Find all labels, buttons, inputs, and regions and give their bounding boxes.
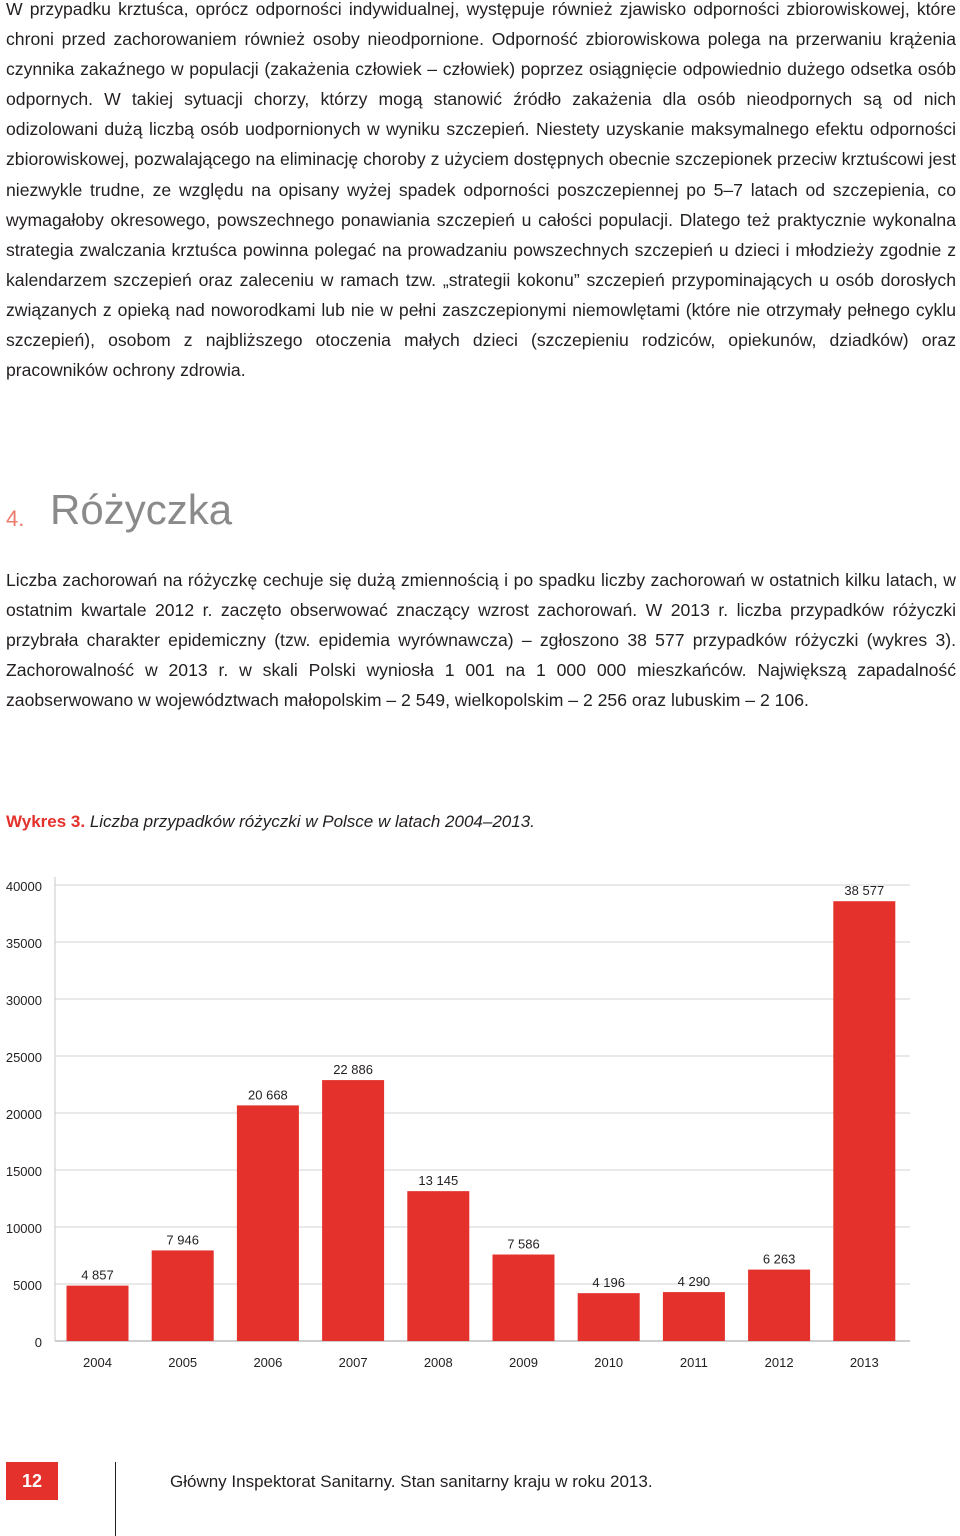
chart-caption-text: Liczba przypadków różyczki w Polsce w latach 2004–2013. (89, 812, 535, 831)
y-tick-label: 25000 (5, 1050, 42, 1065)
bar-2011 (663, 1292, 725, 1341)
y-tick-label: 10000 (5, 1221, 42, 1236)
data-label: 38 577 (844, 883, 885, 899)
bar-2005 (152, 1250, 214, 1341)
data-label: 22 886 (333, 1062, 373, 1078)
y-tick-label: 30000 (5, 993, 42, 1008)
footer-publication-title: Główny Inspektorat Sanitarny. Stan sanitarny kraju w roku 2013. (170, 1472, 653, 1491)
y-tick-label: 40000 (5, 879, 42, 894)
y-tick-label: 15000 (5, 1164, 42, 1179)
y-tick-label: 0 (34, 1335, 42, 1350)
x-tick-label: 2010 (594, 1355, 624, 1370)
x-tick-label: 2004 (83, 1355, 112, 1370)
bar-2006 (237, 1105, 299, 1341)
x-tick-label: 2005 (168, 1355, 198, 1370)
data-label: 4 196 (592, 1275, 625, 1291)
data-label: 13 145 (418, 1173, 459, 1189)
data-label: 6 263 (762, 1251, 796, 1267)
bar-2012 (748, 1270, 810, 1341)
y-tick-label: 20000 (5, 1107, 42, 1122)
bar-2010 (578, 1293, 640, 1341)
data-label: 4 290 (677, 1274, 711, 1290)
bar-2008 (407, 1191, 469, 1341)
body-paragraph-herd-immunity: W przypadku krztuśca, oprócz odporności indywidualnej, występuje również zjawisko odporności zbiorowiskowej, które chroni przed zachorowaniem również osoby nieodpornione. Odporność zbiorowiskowa polega na przerwaniu krążenia czynnika zakaźnego w populacji (zakażenia człowiek – człowiek) poprzez osiągnięcie odpowiednio dużego odsetka osób odpornych. W takiej sytuacji chorzy, którzy mogą stanowić źródło zakażenia dla osób nieodpornych są od nich odizolowani dużą liczbą osób uodpornionych w wyniku szczepień. Niestety uzyskanie maksymalnego efektu odporności zbiorowiskowej, pozwalającego na eliminację choroby z użyciem dostępnych obecnie szczepionek przeciw krztuścowi jest niezwykle trudne, ze względu na opisany wyżej spadek odporności poszczepiennej po 5–7 latach od szczepienia, co wymagałoby okresowego, powszechnego ponawiania szczepień u całości populacji. Dlatego też praktycznie wykonalna strategia zwalczania krztuśca powinna polegać na prowadzaniu powszechnych szczepień u dzieci i młodzieży zgodnie z kalendarzem szczepień oraz zaleceniu w ramach tzw. „strategii kokonu” szczepień przypominających u osób dorosłych związanych z opieką nad noworodkami lub nie w pełni zaszczepionymi niemowlętami (które nie otrzymały pełnego cyklu szczepień), osobom z najbliższego otoczenia małych dzieci (szczepieniu rodziców, opiekunów, dziadków) oraz pracowników ochrony zdrowia. (6, 0, 956, 381)
chart-caption (6, 812, 535, 832)
chart-caption-label: Wykres 3. (6, 812, 86, 831)
x-tick-label: 2011 (679, 1355, 708, 1370)
section-title: Różyczka (50, 486, 233, 533)
body-paragraph-rubella: Liczba zachorowań na różyczkę cechuje się dużą zmiennością i po spadku liczby zachorowań w ostatnich kilku latach, w ostatnim kwartale 2012 r. zaczęto obserwować znaczący wzrost zachorowań. W 2013 r. liczba przypadków różyczki przybrała charakter epidemiczny (tzw. epidemia wyrównawcza) – zgłoszono 38 577 przypadków różyczki (wykres 3). Zachorowalność w 2013 r. w skali Polski wyniosła 1 001 na 1 000 000 mieszkańców. Największą zapadalność zaobserwowano w województwach małopolskim – 2 549, wielkopolskim – 2 256 oraz lubuskim – 2 106. (6, 570, 956, 711)
y-tick-label: 5000 (13, 1278, 42, 1293)
x-tick-label: 2013 (849, 1355, 879, 1370)
footer-divider (115, 1462, 116, 1536)
x-tick-label: 2006 (253, 1355, 283, 1370)
data-label: 20 668 (248, 1087, 288, 1103)
x-tick-label: 2009 (509, 1355, 538, 1370)
bar-chart (0, 855, 960, 1385)
data-label: 7 946 (166, 1232, 199, 1248)
bar-2009 (493, 1255, 555, 1341)
page-number-badge: 12 (6, 1462, 58, 1500)
x-tick-label: 2007 (338, 1355, 368, 1370)
data-label: 7 586 (507, 1236, 540, 1252)
section-number: 4. (6, 506, 25, 531)
y-tick-label: 35000 (5, 936, 42, 951)
bar-2007 (322, 1080, 384, 1341)
x-tick-label: 2012 (764, 1355, 794, 1370)
x-tick-label: 2008 (423, 1355, 453, 1370)
bar-2013 (833, 901, 895, 1341)
data-label: 4 857 (81, 1267, 114, 1283)
bar-2004 (67, 1286, 129, 1341)
